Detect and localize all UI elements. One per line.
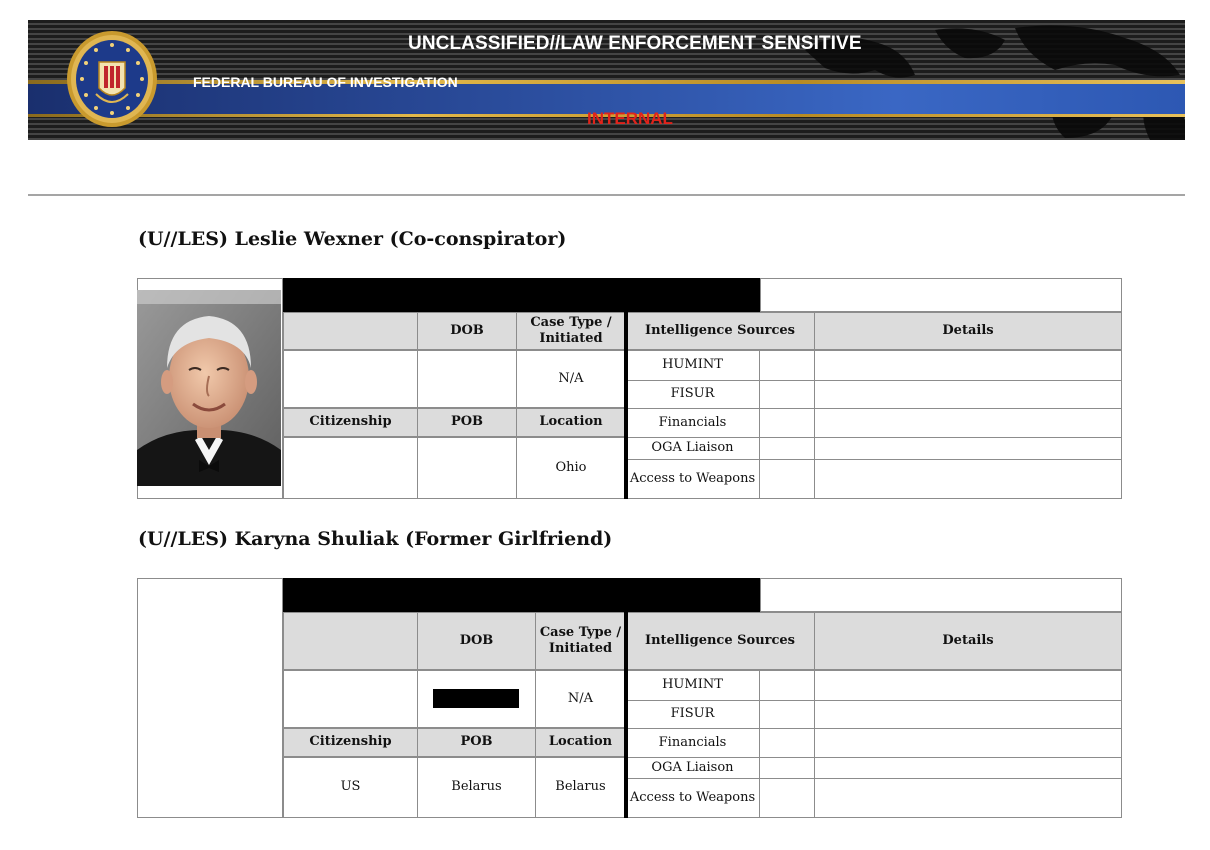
redacted-name-bar (283, 578, 761, 612)
details-access-to-weapons (814, 778, 1122, 818)
portrait-image (137, 290, 281, 486)
value-case-type: N/A (516, 350, 626, 408)
source-financials-value (759, 728, 815, 758)
header-pob: POB (417, 408, 517, 437)
source-humint: HUMINT (625, 670, 760, 701)
source-fisur: FISUR (625, 700, 760, 729)
source-access-to-weapons: Access to Weapons (625, 778, 760, 818)
source-humint-value (759, 670, 815, 701)
source-oga-liaison: OGA Liaison (625, 437, 760, 460)
value-name-blank (283, 670, 418, 728)
header-blank (283, 612, 418, 670)
details-fisur (814, 700, 1122, 729)
header-intelligence-sources: Intelligence Sources (625, 312, 815, 350)
source-financials: Financials (625, 728, 760, 758)
header-pob: POB (417, 728, 536, 757)
column-divider (624, 612, 628, 818)
header-dob: DOB (417, 612, 536, 670)
header-citizenship: Citizenship (283, 728, 418, 757)
value-location: Ohio (516, 437, 626, 499)
details-access-to-weapons (814, 459, 1122, 499)
redacted-name-bar (283, 278, 761, 312)
internal-marking: INTERNAL (587, 109, 673, 128)
value-name-blank (283, 350, 418, 408)
details-financials (814, 728, 1122, 758)
value-location: Belarus (535, 757, 626, 818)
value-citizenship (283, 437, 418, 499)
header-location: Location (535, 728, 626, 757)
value-dob (417, 350, 517, 408)
source-oga-liaison-value (759, 437, 815, 460)
source-fisur: FISUR (625, 380, 760, 409)
header-details: Details (814, 612, 1122, 670)
source-humint-value (759, 350, 815, 381)
source-fisur-value (759, 380, 815, 409)
details-oga-liaison (814, 437, 1122, 460)
record-heading-shuliak: (U//LES) Karyna Shuliak (Former Girlfriend) (138, 528, 613, 550)
header-banner (28, 20, 1185, 140)
header-details: Details (814, 312, 1122, 350)
value-case-type: N/A (535, 670, 626, 728)
fbi-seal-icon (66, 30, 158, 128)
header-case-type: Case Type / Initiated (516, 312, 626, 350)
header-empty-box (760, 578, 1122, 612)
header-citizenship: Citizenship (283, 408, 418, 437)
person-photo (137, 290, 281, 486)
agency-name: FEDERAL BUREAU OF INVESTIGATION (193, 74, 458, 90)
header-blank (283, 312, 418, 350)
header-case-type: Case Type / Initiated (535, 612, 626, 670)
source-financials: Financials (625, 408, 760, 438)
value-citizenship: US (283, 757, 418, 818)
header-location: Location (516, 408, 626, 437)
header-intelligence-sources: Intelligence Sources (625, 612, 815, 670)
record-table-wexner (137, 278, 1122, 499)
details-humint (814, 670, 1122, 701)
source-access-to-weapons-value (759, 459, 815, 499)
classification-marking: UNCLASSIFIED//LAW ENFORCEMENT SENSITIVE (408, 33, 862, 54)
details-oga-liaison (814, 757, 1122, 779)
column-divider (624, 312, 628, 499)
source-financials-value (759, 408, 815, 438)
horizontal-rule (28, 194, 1185, 196)
value-pob: Belarus (417, 757, 536, 818)
header-empty-box (760, 278, 1122, 312)
source-oga-liaison: OGA Liaison (625, 757, 760, 779)
source-humint: HUMINT (625, 350, 760, 381)
record-heading-wexner: (U//LES) Leslie Wexner (Co-conspirator) (138, 228, 567, 250)
source-fisur-value (759, 700, 815, 729)
details-fisur (814, 380, 1122, 409)
photo-cell-empty (137, 578, 283, 818)
source-oga-liaison-value (759, 757, 815, 779)
source-access-to-weapons: Access to Weapons (625, 459, 760, 499)
redacted-dob-bar (433, 689, 519, 708)
record-table-shuliak (137, 578, 1122, 818)
header-dob: DOB (417, 312, 517, 350)
value-pob (417, 437, 517, 499)
details-humint (814, 350, 1122, 381)
details-financials (814, 408, 1122, 438)
source-access-to-weapons-value (759, 778, 815, 818)
